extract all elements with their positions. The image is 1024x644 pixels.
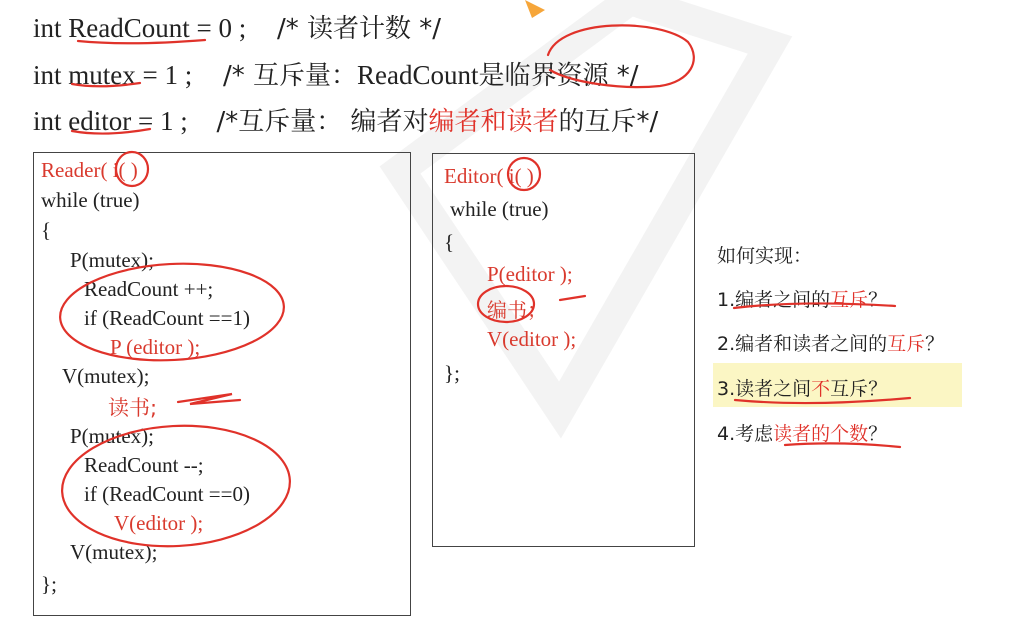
q1-text-red: 互斥: [830, 289, 869, 311]
q2-number: 2.: [717, 333, 736, 355]
reader-open-brace: {: [41, 218, 52, 242]
q1-text-a: 编者之间的: [735, 289, 831, 311]
q4-text-red: 读者的个数: [773, 423, 869, 445]
questions-heading: 如何实现：: [717, 245, 813, 267]
q3-text-red: 不: [811, 378, 831, 400]
reader-if-first: if (ReadCount ==1): [84, 306, 250, 330]
header-line-2: [33, 55, 639, 92]
q2-question-mark: ？: [925, 333, 945, 355]
readcount-comment: /* 读者计数 */: [276, 14, 442, 44]
q3-text-c: 互斥: [830, 378, 869, 400]
editor-comment-red: 编者和读者: [428, 107, 559, 137]
question-1: [717, 285, 887, 312]
editor-edit-book: 编书；: [487, 298, 547, 322]
reader-read-book: 读书;: [108, 396, 158, 420]
editor-comment-c: 的互斥*/: [558, 107, 659, 137]
q2-text-red: 互斥: [887, 333, 926, 355]
editor-open-brace: {: [444, 230, 455, 254]
q3-question-mark: ？: [868, 378, 888, 400]
editor-close-brace: };: [444, 361, 460, 385]
mutex-comment-c: 是临界资源 */: [478, 61, 639, 91]
q4-question-mark: ？: [868, 423, 888, 445]
editor-comment-a: /*互斥量： 编者对: [216, 107, 429, 137]
reader-signature: Reader( i( ): [41, 158, 138, 182]
header-line-1: [33, 8, 441, 45]
reader-while: while (true): [41, 188, 140, 212]
reader-p-mutex-2: P(mutex);: [70, 424, 154, 448]
q1-question-mark: ？: [868, 289, 888, 311]
question-3: [717, 374, 887, 401]
header-line-3: [33, 101, 658, 138]
editor-v-editor: V(editor );: [487, 327, 577, 351]
q3-text-a: 读者之间: [735, 378, 812, 400]
mutex-comment-b: ReadCount: [357, 60, 479, 90]
reader-readcount-dec: ReadCount --;: [84, 453, 204, 477]
q1-number: 1.: [717, 289, 736, 311]
readcount-decl: int ReadCount = 0 ;: [33, 13, 247, 43]
reader-v-mutex-1: V(mutex);: [62, 364, 150, 388]
mutex-comment-a: /* 互斥量：: [222, 61, 357, 91]
reader-p-editor: P (editor );: [110, 335, 201, 359]
reader-v-editor: V(editor );: [114, 511, 204, 535]
reader-v-mutex-2: V(mutex);: [70, 540, 158, 564]
reader-readcount-inc: ReadCount ++;: [84, 277, 214, 301]
reader-if-last: if (ReadCount ==0): [84, 482, 250, 506]
question-4: [717, 419, 887, 446]
reader-p-mutex-1: P(mutex);: [70, 248, 154, 272]
q4-number: 4.: [717, 423, 736, 445]
question-2: [717, 329, 944, 356]
q2-text-a: 编者和读者之间的: [735, 333, 888, 355]
q4-text-a: 考虑: [735, 423, 774, 445]
editor-signature: Editor( i( ): [444, 164, 534, 188]
mutex-decl: int mutex = 1 ;: [33, 60, 193, 90]
editor-p-editor: P(editor );: [487, 262, 573, 286]
editor-while: while (true): [450, 197, 549, 221]
reader-close-brace: };: [41, 572, 57, 596]
editor-decl: int editor = 1 ;: [33, 106, 188, 136]
q3-number: 3.: [717, 378, 736, 400]
